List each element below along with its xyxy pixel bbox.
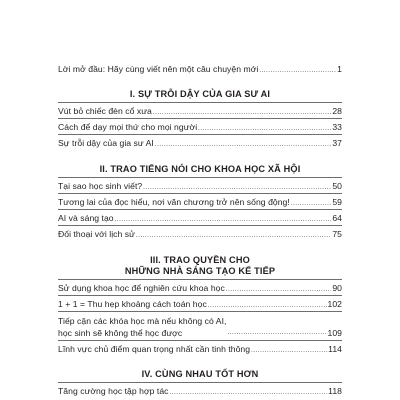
toc-entry-page: 109 [327,328,342,338]
dot-leader [227,328,326,339]
section-divider [58,102,342,103]
dot-leader [170,388,328,399]
toc-entry-title: Lĩnh vực chủ điểm quan trọng nhất cần tinh thông [58,344,251,354]
dot-leader [259,66,336,77]
toc-entry-title: Lời mở đầu: Hãy cùng viết nên một câu chuyện mới [58,64,259,74]
entry-divider [58,225,342,226]
toc-entry-page: 64 [332,213,342,223]
toc-entry-page: 28 [332,106,342,116]
toc-entry-page: 37 [332,138,342,148]
toc-entry-title: AI và sáng tạo [58,213,114,223]
toc-entry-title-line2: học sinh sẽ không thể học được [58,328,183,338]
toc-entry-page: 33 [332,122,342,132]
entry-divider [58,209,342,210]
toc-entry-title: Vút bỏ chiếc đèn cổ xưa [58,106,152,116]
entry-divider [58,295,342,296]
toc-entry-title: Đối thoại với lịch sử [58,229,135,239]
dot-leader [155,140,331,151]
toc-entry-page: 102 [327,299,342,309]
dot-leader [136,231,331,242]
entry-divider [58,134,342,135]
entry-divider [58,193,342,194]
toc-entry-title: Cách để dạy mọi thứ cho mọi người [58,122,198,132]
toc-entry-page: 50 [332,181,342,191]
toc-entry-title-line1: Tiếp cận các khóa học mà nếu không có AI, [58,316,227,326]
toc-entry-title: Tại sao học sinh viết? [58,181,143,191]
toc-entry[interactable] [58,344,342,357]
toc-entry-title: Tương lai của đọc hiểu, nơi văn chương trở nên sống động! [58,197,290,207]
toc-entry-title: 1 + 1 = Thu hẹp khoảng cách toán học [58,299,207,309]
toc-entry-page: 1 [337,64,342,74]
section-divider [58,279,342,280]
toc-entry-title: Sử dụng khoa học để nghiên cứu khoa học [58,283,225,293]
toc-entry-page: 90 [332,283,342,293]
dot-leader [251,346,327,357]
toc-entry[interactable] [58,386,342,399]
section-heading-3-line1: III. TRAO QUYỀN CHO [150,255,250,265]
section-heading-1: I. SỰ TRỖI DẬY CỦA GIA SƯ AI [129,89,271,99]
toc-entry-title: Tăng cường học tập hợp tác [58,386,169,396]
toc-entry-multiline[interactable] [58,315,342,339]
toc-entry-page: 59 [332,197,342,207]
entry-divider [58,340,342,341]
toc-entry-page: 114 [328,344,342,354]
section-divider [58,382,342,383]
toc-entry-page: 75 [332,229,342,239]
section-divider [58,177,342,178]
toc-entry[interactable] [58,229,342,242]
toc-entry[interactable] [58,138,342,151]
section-heading-4: IV. CÙNG NHAU TỐT HƠN [141,369,259,379]
entry-divider [58,118,342,119]
entry-divider [58,311,342,312]
toc-entry-page: 118 [328,386,342,396]
toc-entry-title: Sự trỗi dậy của gia sư AI [58,138,154,148]
toc-entry-title [58,315,226,339]
section-heading-2: II. TRAO TIẾNG NÓI CHO KHOA HỌC XÃ HỘI [99,164,301,174]
section-heading-3-line2: NHỮNG NHÀ SÁNG TẠO KẾ TIẾP [124,266,276,276]
toc-entry-intro[interactable] [58,64,342,77]
